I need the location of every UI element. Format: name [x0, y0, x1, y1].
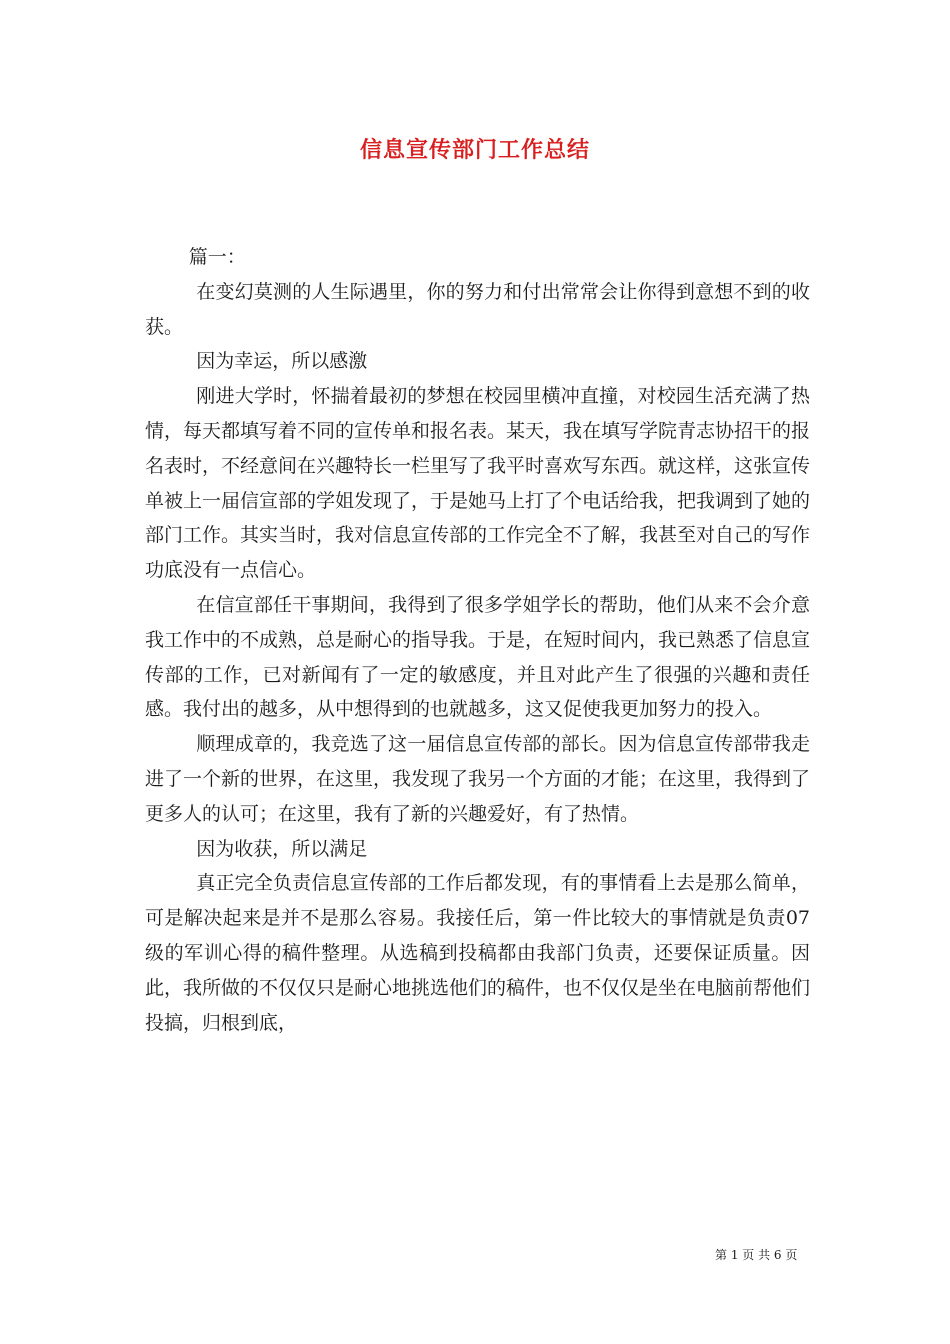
section-heading: 篇一：: [188, 246, 246, 268]
page-number: 第 1 页 共 6 页: [715, 1248, 798, 1262]
subheading: 因为幸运，所以感激: [196, 350, 368, 373]
paragraph: 在信宣部任干事期间，我得到了很多学姐学长的帮助，他们从来不会介意我工作中的不成熟，总是耐心的指导我。于是，在短时间内，我已熟悉了信息宣传部的工作，已对新闻有了一定的敏感度，并且对此产生了很强的兴趣和责任感。我付出的越多，从中想得到的也就越多，这又促使我更加努力的投入。: [145, 593, 811, 721]
paragraph: 刚进大学时，怀揣着最初的梦想在校园里横冲直撞，对校园生活充满了热情，每天都填写着不同的宣传单和报名表。某天，我在填写学院青志协招干的报名表时，不经意间在兴趣特长一栏里写了我平时喜欢写东西。就这样，这张宣传单被上一届信宣部的学姐发现了，于是她马上打了个电话给我，把我调到了她的部门工作。其实当时，我对信息宣传部的工作完全不了解，我甚至对自己的写作功底没有一点信心。: [145, 385, 811, 582]
subheading: 因为收获，所以满足: [196, 837, 368, 860]
paragraph: 顺理成章的，我竞选了这一届信息宣传部的部长。因为信息宣传部带我走进了一个新的世界，在这里，我发现了我另一个方面的才能；在这里，我得到了更多人的认可；在这里，我有了新的兴趣爱好，有了热情。: [145, 733, 811, 825]
paragraph: 真正完全负责信息宣传部的工作后都发现，有的事情看上去是那么简单，可是解决起来是并不是那么容易。我接任后，第一件比较大的事情就是负责07级的军训心得的稿件整理。从选稿到投稿都由我部门负责，还要保证质量。因此，我所做的不仅仅只是耐心地挑选他们的稿件，也不仅仅是坐在电脑前帮他们投搞，归根到底，: [145, 872, 811, 1034]
document-title: 信息宣传部门工作总结: [359, 137, 590, 163]
paragraph: 在变幻莫测的人生际遇里，你的努力和付出常常会让你得到意想不到的收获。: [145, 280, 810, 338]
document-body: [145, 240, 810, 1040]
